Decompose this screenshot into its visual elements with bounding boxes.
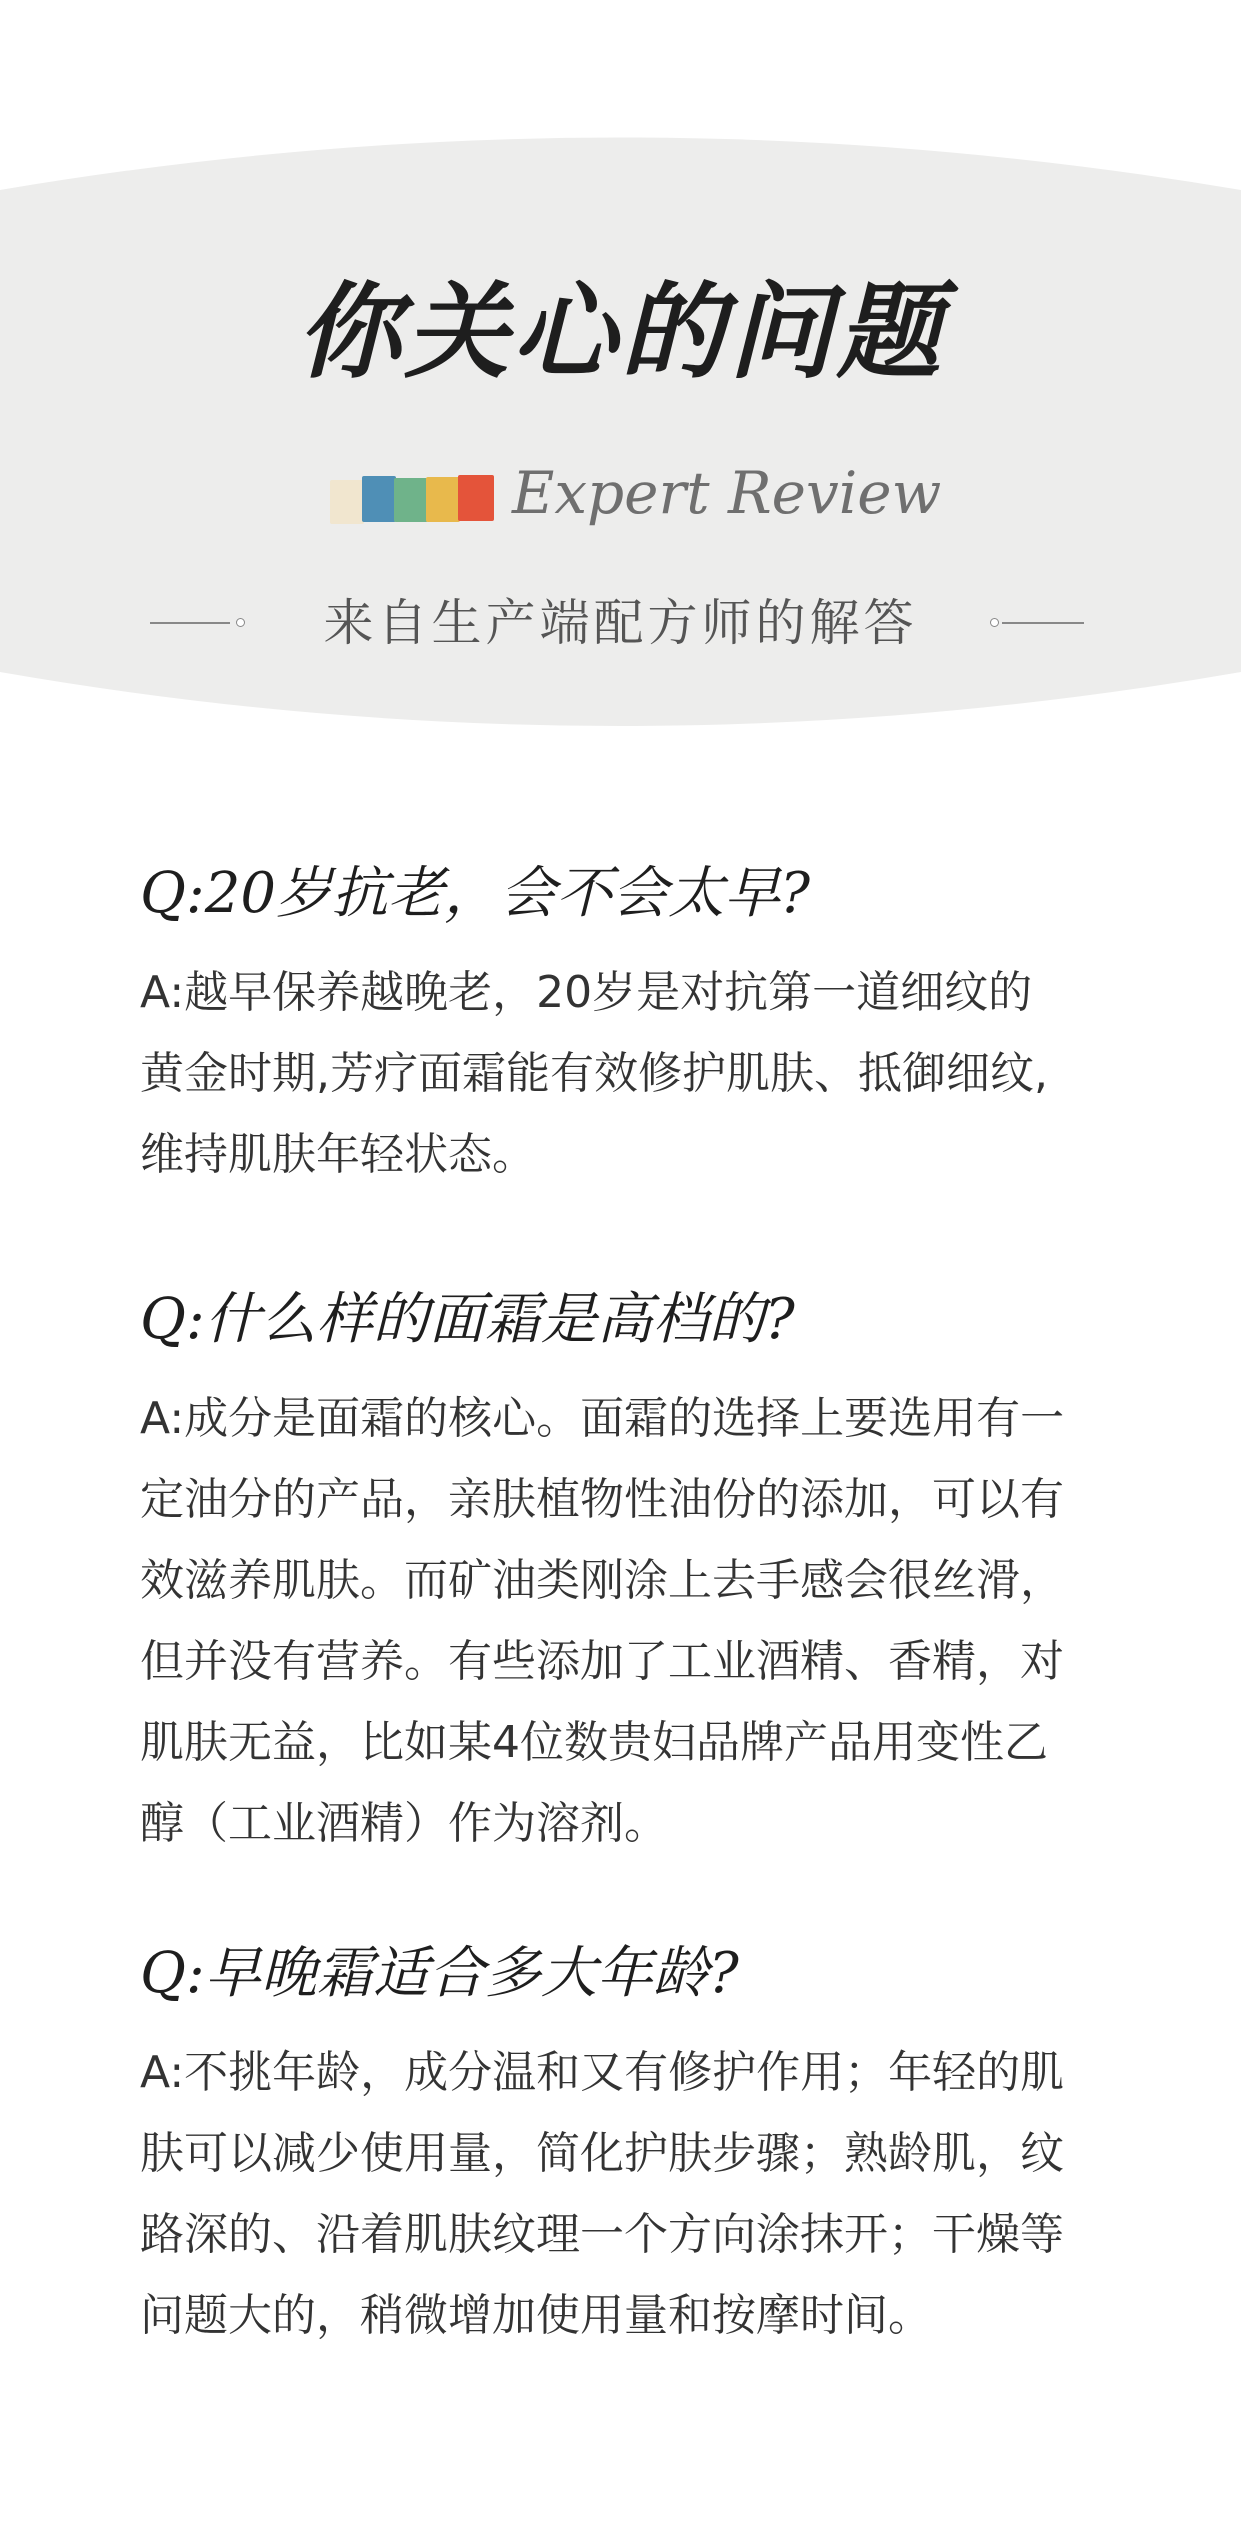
answer-line: 黄金时期,芳疗面霜能有效修护肌肤、抵御细纹, (140, 1048, 1048, 1099)
answer-line: 醇（工业酒精）作为溶剂。 (140, 1798, 668, 1849)
qa-item-day-night-cream (140, 1942, 1130, 2356)
answer-line: 问题大的，稍微增加使用量和按摩时间。 (140, 2290, 932, 2341)
qa-item-premium-cream (140, 1288, 1130, 1864)
answer-line: 肌肤无益，比如某4位数贵妇品牌产品用变性乙 (140, 1717, 1048, 1768)
question: Q:20岁抗老，会不会太早? (140, 861, 811, 926)
answer-line: 定油分的产品，亲肤植物性油份的添加，可以有 (140, 1474, 1064, 1525)
answer (140, 2032, 1130, 2356)
subtitle-row (0, 588, 1241, 658)
swatch-yellow (426, 477, 460, 522)
answer (140, 1378, 1130, 1864)
answer-line: 肤可以减少使用量，简化护肤步骤；熟龄肌，纹 (140, 2128, 1064, 2179)
expert-review-tagline: Expert Review (512, 459, 942, 527)
swatch-green (394, 478, 428, 522)
page-title: 你关心的问题 (296, 270, 945, 393)
qa-item-age-20 (140, 862, 1130, 1195)
swatch-blue (362, 476, 396, 522)
swatch-red (458, 475, 494, 521)
swatch-cream (330, 480, 364, 524)
subtitle-dot-right (990, 618, 999, 627)
answer-line: A:越早保养越晚老，20岁是对抗第一道细纹的 (140, 967, 1033, 1018)
answer (140, 952, 1130, 1195)
answer-line: A:成分是面霜的核心。面霜的选择上要选用有一 (140, 1393, 1065, 1444)
subtitle: 来自生产端配方师的解答 (323, 594, 918, 652)
answer-line: 但并没有营养。有些添加了工业酒精、香精，对 (140, 1636, 1064, 1687)
answer-line: 维持肌肤年轻状态。 (140, 1129, 536, 1180)
answer-line: 路深的、沿着肌肤纹理一个方向涂抹开；干燥等 (140, 2209, 1064, 2260)
color-swatch-strip (330, 474, 498, 526)
question: Q:什么样的面霜是高档的? (140, 1287, 795, 1352)
question: Q:早晚霜适合多大年龄? (140, 1941, 739, 2006)
answer-line: A:不挑年龄，成分温和又有修护作用；年轻的肌 (140, 2047, 1065, 2098)
subtitle-line-right (1002, 622, 1084, 624)
answer-line: 效滋养肌肤。而矿油类刚涂上去手感会很丝滑， (140, 1555, 1064, 1606)
